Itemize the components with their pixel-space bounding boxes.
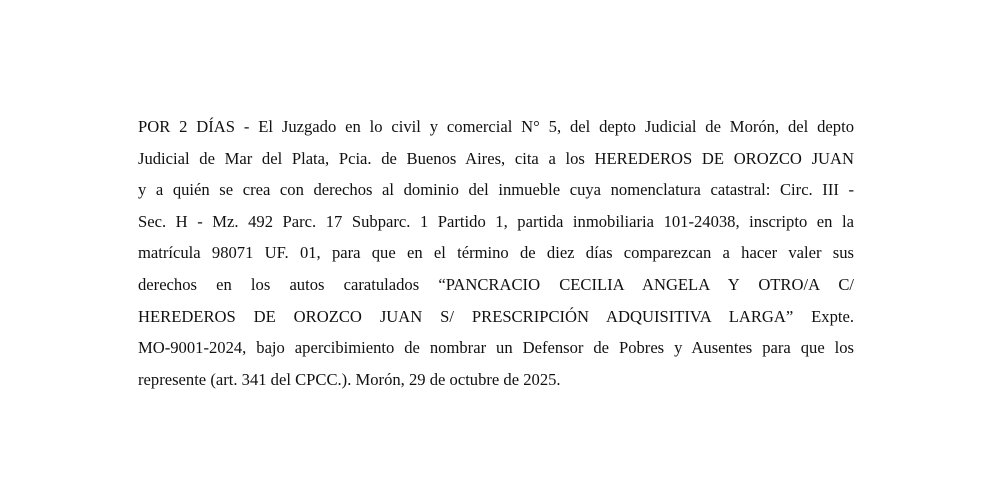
paragraph-line-4: Sec. H - Mz. 492 Parc. 17 Subparc. 1 Partido 1, partida inmobiliaria 101-24038, inscripto en la <box>138 211 854 231</box>
paragraph-line-5: matrícula 98071 UF. 01, para que en el término de diez días comparezcan a hacer valer sus <box>138 243 854 263</box>
paragraph-line-1: POR 2 DÍAS - El Juzgado en lo civil y comercial N° 5, del depto Judicial de Morón, del depto <box>138 117 854 136</box>
edict-paragraph <box>138 111 854 395</box>
paragraph-line-8: MO-9001-2024, bajo apercibimiento de nombrar un Defensor de Pobres y Ausentes para que los <box>138 338 854 358</box>
paragraph-line-3: y a quién se crea con derechos al dominio del inmueble cuya nomenclatura catastral: Circ. III - <box>138 180 854 200</box>
paragraph-line-6: derechos en los autos caratulados “PANCRACIO CECILIA ANGELA Y OTRO/A C/ <box>138 274 854 294</box>
paragraph-line-9: represente (art. 341 del CPCC.). Morón, 29 de octubre de 2025. <box>138 369 561 389</box>
paragraph-line-7: HEREDEROS DE OROZCO JUAN S/ PRESCRIPCIÓN ADQUISITIVA LARGA” Expte. <box>138 306 854 326</box>
paragraph-line-2: Judicial de Mar del Plata, Pcia. de Buenos Aires, cita a los HEREDEROS DE OROZCO JUAN <box>138 148 854 168</box>
